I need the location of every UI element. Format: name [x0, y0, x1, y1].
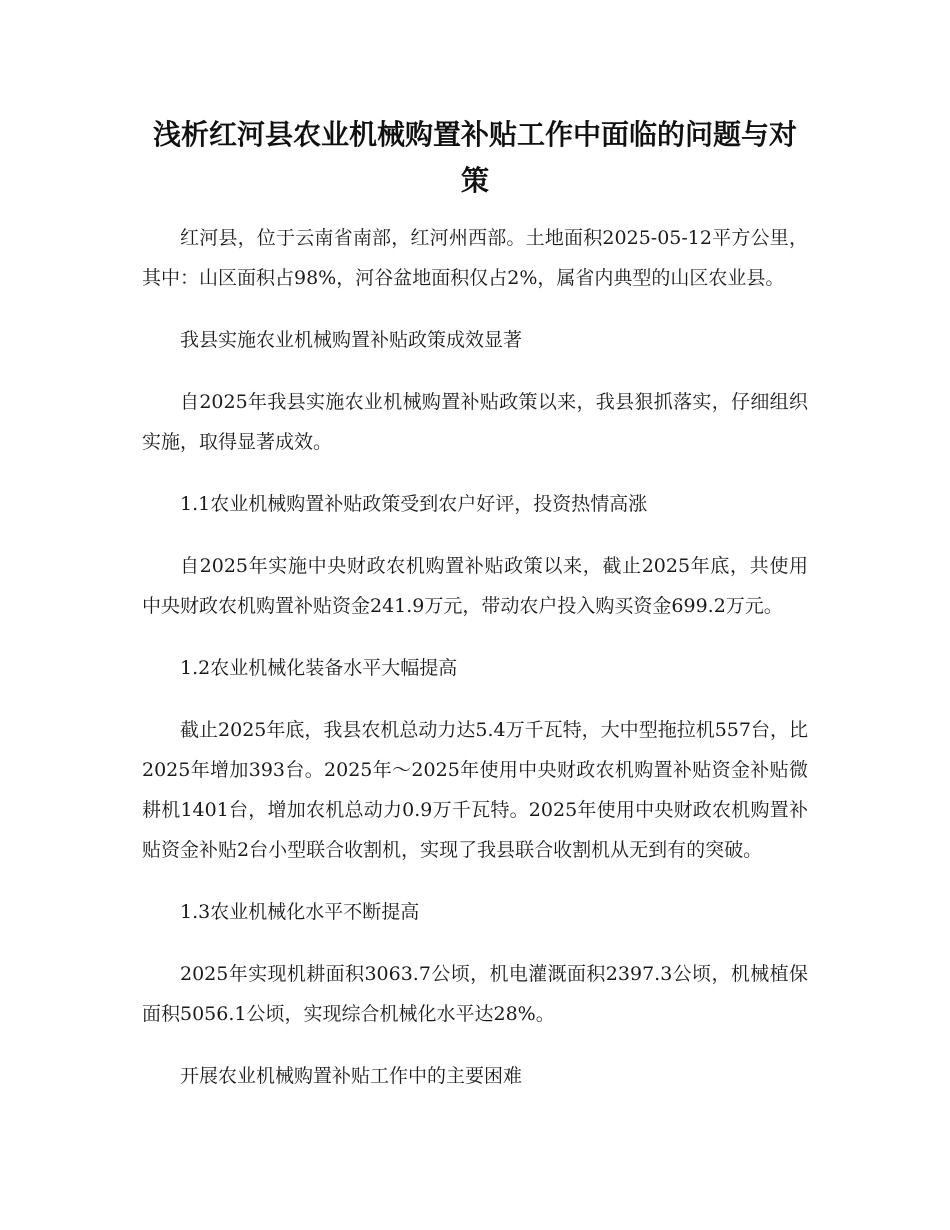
subsection-heading-1-2: 1.2农业机械化装备水平大幅提高	[180, 657, 458, 679]
achievements-paragraph: 自2025年我县实施农业机械购置补贴政策以来，我县狠抓落实，仔细组织实施，取得显著成效。	[142, 391, 808, 453]
section-heading-difficulties: 开展农业机械购置补贴工作中的主要困难	[180, 1065, 523, 1087]
subsection-1-2-paragraph: 截止2025年底，我县农机总动力达5.4万千瓦特，大中型拖拉机557台，比2025年增加393台。2025年～2025年使用中央财政农机购置补贴资金补贴微耕机1401台，增加农机总动力0.9万千瓦特。2025年使用中央财政农机购置补贴资金补贴2台小型联合收割机，实现了我县联合收割机从无到有的突破。	[142, 719, 808, 861]
intro-paragraph: 红河县，位于云南省南部，红河州西部。土地面积2025-05-12平方公里，其中：山区面积占98%，河谷盆地面积仅占2%，属省内典型的山区农业县。	[142, 227, 808, 289]
subsection-heading-1-3: 1.3农业机械化水平不断提高	[180, 901, 420, 923]
subsection-1-3-paragraph: 2025年实现机耕面积3063.7公顷，机电灌溉面积2397.3公顷，机械植保面积5056.1公顷，实现综合机械化水平达28%。	[142, 963, 808, 1025]
document-title: 浅析红河县农业机械购置补贴工作中面临的问题与对策	[152, 118, 797, 197]
subsection-1-1-paragraph: 自2025年实施中央财政农机购置补贴政策以来，截止2025年底，共使用中央财政农机购置补贴资金241.9万元，带动农户投入购买资金699.2万元。	[142, 555, 808, 617]
section-heading-achievements: 我县实施农业机械购置补贴政策成效显著	[180, 329, 523, 351]
subsection-heading-1-1: 1.1农业机械购置补贴政策受到农户好评，投资热情高涨	[180, 493, 648, 515]
